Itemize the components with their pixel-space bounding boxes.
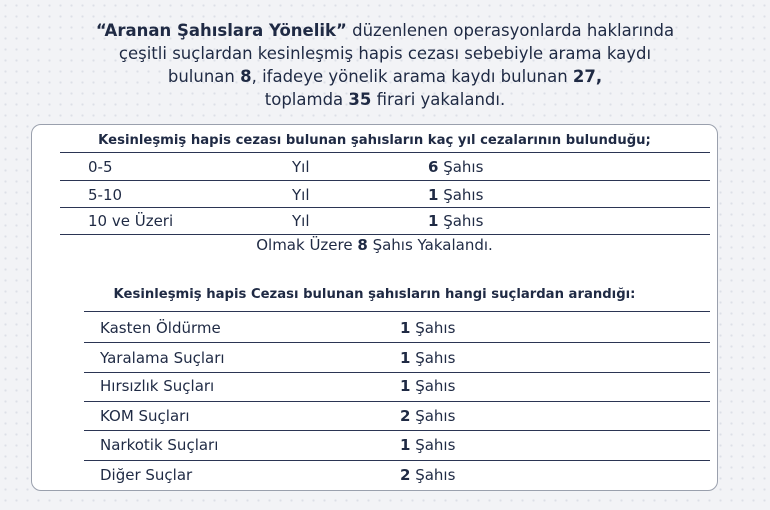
sentenced-count: 8 (240, 67, 252, 86)
crime-type: Hırsızlık Suçları (100, 377, 215, 395)
divider (84, 342, 710, 343)
intro-line-3: bulunan 8, ifadeye yönelik arama kaydı bulunan 27, (167, 67, 603, 86)
sentence-range: 5-10 (88, 186, 123, 204)
intro-paragraph (0, 19, 770, 111)
operation-name: “Aranan Şahıslara Yönelik” (95, 21, 347, 40)
crime-type: Narkotik Suçları (100, 436, 219, 454)
divider (60, 180, 710, 181)
sentence-range: 0-5 (88, 158, 113, 176)
crime-type: Kasten Öldürme (100, 319, 221, 337)
crime-type: Yaralama Suçları (100, 349, 225, 367)
table-row (60, 208, 710, 234)
unit-label: Yıl (292, 158, 310, 176)
person-count: 1 Şahıs (428, 186, 484, 204)
divider (84, 311, 710, 312)
summary-count: 8 (357, 236, 368, 254)
intro-line-4: toplamda 35 firari yakalandı. (264, 90, 506, 109)
statistics-card (31, 124, 718, 491)
table-row (60, 182, 710, 208)
unit-label: Yıl (292, 212, 310, 230)
person-count: 2 Şahıs (400, 407, 456, 425)
person-count: 1 Şahıs (400, 319, 456, 337)
table-row (32, 403, 717, 429)
crime-type: KOM Suçları (100, 407, 190, 425)
table-row (32, 345, 717, 371)
testimony-count: 27, (572, 67, 603, 86)
table-row (32, 315, 717, 341)
person-count: 1 Şahıs (400, 349, 456, 367)
divider (60, 234, 710, 235)
divider (84, 401, 710, 402)
person-count: 2 Şahıs (400, 466, 456, 484)
divider (84, 430, 710, 431)
person-count: 6 Şahıs (428, 158, 484, 176)
intro-line-2: çeşitli suçlardan kesinleşmiş hapis cezası sebebiyle arama kaydı (118, 44, 652, 63)
total-count: 35 (348, 90, 372, 109)
sentence-summary: Olmak Üzere 8 Şahıs Yakalandı. (256, 236, 493, 254)
person-count: 1 Şahıs (428, 212, 484, 230)
divider (84, 460, 710, 461)
sentence-table-heading: Kesinleşmiş hapis cezası bulunan şahısların kaç yıl cezalarının bulunduğu; (98, 133, 651, 148)
table-row (32, 462, 717, 488)
table-row (32, 373, 717, 399)
intro-line-1: “Aranan Şahıslara Yönelik” düzenlenen operasyonlarda haklarında (95, 21, 675, 40)
unit-label: Yıl (292, 186, 310, 204)
person-count: 1 Şahıs (400, 377, 456, 395)
crime-type: Diğer Suçlar (100, 466, 193, 484)
crime-table-heading: Kesinleşmiş hapis Cezası bulunan şahısların hangi suçlardan arandığı: (113, 287, 636, 302)
table-row (32, 432, 717, 458)
sentence-range: 10 ve Üzeri (88, 212, 174, 230)
person-count: 1 Şahıs (400, 436, 456, 454)
table-row (60, 154, 710, 180)
divider (60, 152, 710, 153)
